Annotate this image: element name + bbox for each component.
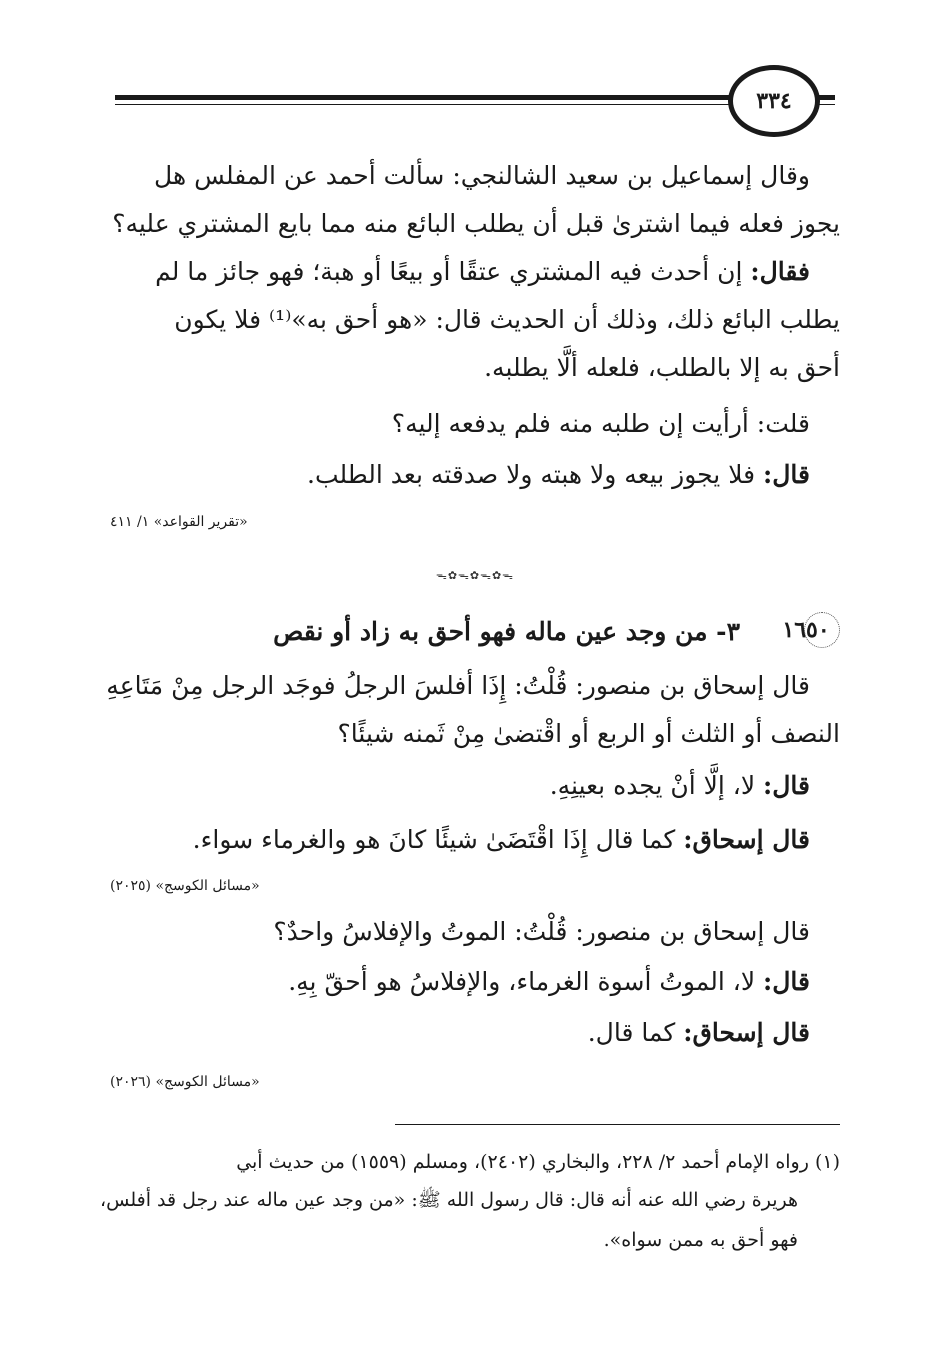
source-citation: «تقرير القواعد» ١/ ٤١١	[110, 514, 248, 530]
speaker-label: قال:	[763, 771, 810, 800]
speaker-label: فقال:	[750, 257, 810, 286]
speaker-label: قال إسحاق:	[683, 1018, 810, 1047]
source-citation: «مسائل الكوسج» (٢٠٢٥)	[110, 878, 260, 894]
ornamental-divider: ᯓ✿ᯓ✿ᯓ✿ᯓ	[435, 569, 515, 582]
speaker-label: قال:	[763, 460, 810, 489]
text-line: قال: لا، إلَّا أنْ يجده بعينِهِ.	[549, 771, 810, 800]
footnote-line: هريرة رضي الله عنه أنه قال: قال رسول الله ﷺ: «من وجد عين ماله عند رجل قد أفلس،	[99, 1189, 798, 1211]
text-line: النصف أو الثلث أو الربع أو اقْتضىٰ مِنْ ثَمنه شيئًا؟	[337, 719, 840, 748]
entry-number: ١٦٥٠	[772, 612, 840, 648]
text-line: يطلب البائع ذلك، وذلك أن الحديث قال: «هو أحق به»⁽¹⁾ فلا يكون	[174, 305, 840, 334]
text-line: وقال إسماعيل بن سعيد الشالنجي: سألت أحمد عن المفلس هل	[154, 161, 810, 190]
text-line: قال إسحاق بن منصور: قُلْتُ: الموتُ والإفلاسُ واحدٌ؟	[273, 917, 810, 946]
speaker-label: قال:	[763, 967, 810, 996]
footnote-rule	[395, 1124, 840, 1125]
text-line: قال: فلا يجوز بيعه ولا هبته ولا صدقته بعد الطلب.	[307, 460, 810, 489]
header-rule-thin	[115, 104, 835, 105]
text-line: فقال: إن أحدث فيه المشتري عتقًا أو بيعًا أو هبة؛ فهو جائز ما لم	[155, 257, 810, 286]
section-title: ٣- من وجد عين ماله فهو أحق به زاد أو نقص	[273, 617, 740, 646]
text-line: قال إسحاق: كما قال.	[587, 1018, 810, 1047]
header-rule	[115, 95, 835, 100]
text-line: قال: لا، الموتُ أسوة الغرماء، والإفلاسُ هو أحقّ بِهِ.	[288, 967, 810, 996]
source-citation: «مسائل الكوسج» (٢٠٢٦)	[110, 1074, 260, 1090]
text-line: يجوز فعله فيما اشترىٰ قبل أن يطلب البائع منه مما بايع المشتري عليه؟	[112, 209, 840, 238]
page-number: ٣٣٤	[728, 65, 820, 137]
text-line: قال إسحاق: كما قال إِذَا اقْتَضَىٰ شيئًا كانَ هو والغرماء سواء.	[192, 825, 810, 854]
footnote-line: فهو أحق به ممن سواه».	[603, 1229, 798, 1251]
speaker-label: قال إسحاق:	[683, 825, 810, 854]
text-line: قال إسحاق بن منصور: قُلْتُ: إِذَا أفلسَ الرجلُ فوجَد الرجل مِنْ مَتَاعِهِ	[106, 671, 810, 700]
footnote-line: (١) رواه الإمام أحمد ٢/ ٢٢٨، والبخاري (٢٤٠٢)، ومسلم (١٥٥٩) من حديث أبي	[236, 1151, 840, 1173]
text-line: أحق به إلا بالطلب، فلعله ألَّا يطلبه.	[484, 353, 840, 382]
text-line: قلت: أرأيت إن طلبه منه فلم يدفعه إليه؟	[391, 409, 810, 438]
